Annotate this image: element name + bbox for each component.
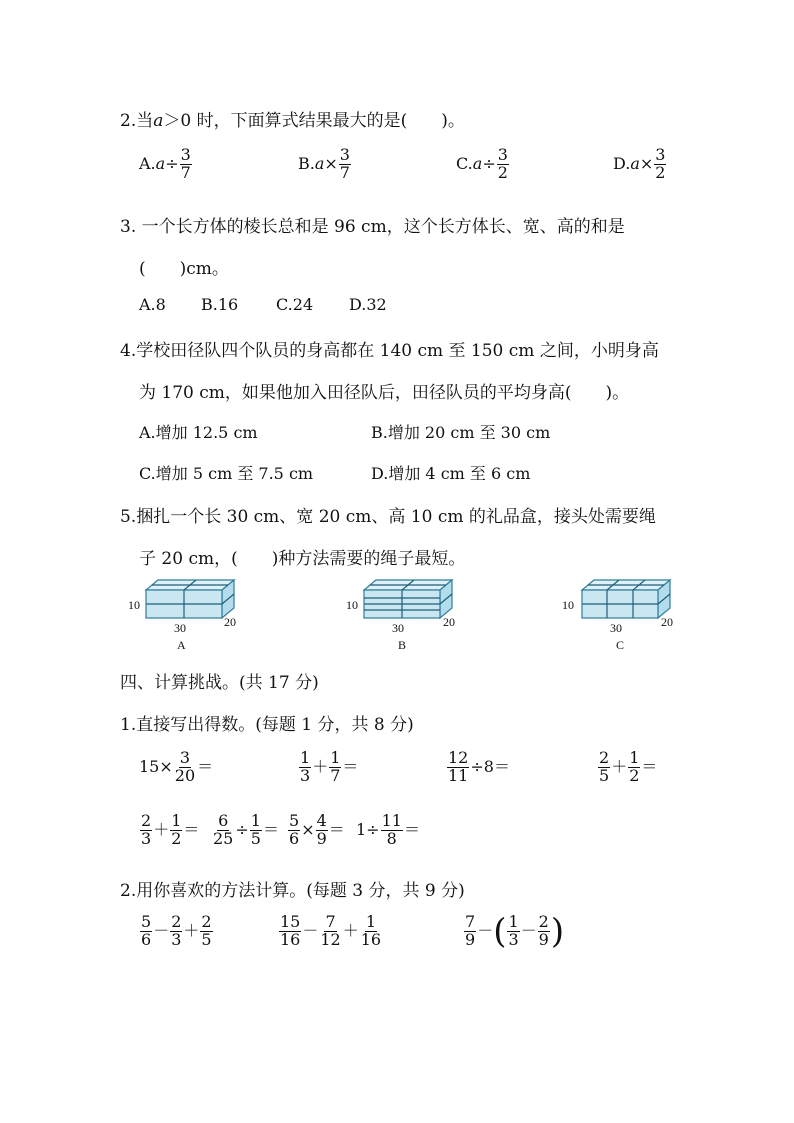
calc1-expr-2: $\frac{1}{3}$ ＋ $\frac{1}{7}$ ＝: [300, 748, 359, 785]
gift-box-figure-b: [340, 574, 470, 654]
fig-a-length-label: 30: [174, 621, 186, 635]
q5-stem-line1: 5.捆扎一个长 30 cm、宽 20 cm、高 10 cm 的礼品盒，接头处需要绳: [120, 507, 656, 527]
q2-option-c: C.a÷ $\frac{3}{2}$: [456, 145, 508, 182]
q2-option-d: D.a× $\frac{3}{2}$: [613, 145, 666, 182]
calc1-expr-6: $\frac{6}{25}$ ÷ $\frac{1}{5}$ ＝: [213, 811, 279, 848]
calc-part2-title: 2.用你喜欢的方法计算。(每题 3 分，共 9 分): [120, 881, 465, 901]
q3-stem-line2: ( )cm。: [139, 259, 229, 279]
calc1-expr-5: $\frac{2}{3}$ ＋ $\frac{1}{2}$ ＝: [141, 811, 200, 848]
calc1-expr-7: $\frac{5}{6}$ × $\frac{4}{9}$ ＝: [289, 811, 345, 848]
calc-part1-title: 1.直接写出得数。(每题 1 分，共 8 分): [120, 715, 414, 735]
fig-a-label: A: [177, 638, 186, 652]
section-4-title: 四、计算挑战。(共 17 分): [120, 673, 319, 693]
gift-box-figure-a: [120, 574, 250, 654]
q2-stem: 2.当a＞0 时，下面算式结果最大的是( )。: [120, 111, 465, 131]
q4-option-a: A.增加 12.5 cm: [139, 423, 258, 442]
q4-stem-line2: 为 170 cm，如果他加入田径队后，田径队员的平均身高( )。: [139, 383, 630, 403]
q3-option-c: C.24: [276, 295, 314, 314]
fig-c-label: C: [616, 638, 625, 652]
q2-option-a: A.a÷ $\frac{3}{7}$: [139, 145, 191, 182]
fig-a-height-label: 10: [128, 598, 140, 612]
q4-option-b: B.增加 20 cm 至 30 cm: [371, 423, 551, 442]
calc2-expr-2: $\frac{15}{16}$ － $\frac{7}{12}$ ＋ $\frac{1}{16}$: [280, 912, 382, 949]
fig-b-length-label: 30: [392, 621, 404, 635]
fig-b-width-label: 20: [443, 615, 455, 629]
q3-option-d: D.32: [349, 295, 387, 314]
q5-stem-line2: 子 20 cm，( )种方法需要的绳子最短。: [139, 549, 466, 569]
q4-stem-line1: 4.学校田径队四个队员的身高都在 140 cm 至 150 cm 之间，小明身高: [120, 341, 659, 361]
calc1-expr-1: 15× $\frac{3}{20}$ ＝: [139, 748, 214, 785]
q3-stem-line1: 3. 一个长方体的棱长总和是 96 cm，这个长方体长、宽、高的和是: [120, 217, 625, 237]
calc1-expr-8: 1÷ $\frac{11}{8}$ ＝: [356, 811, 420, 848]
calc2-expr-1: $\frac{5}{6}$ － $\frac{2}{3}$ ＋ $\frac{2}{5}$: [141, 912, 212, 949]
calc2-expr-3: $\frac{7}{9}$ －( $\frac{1}{3}$ － $\frac{2}{9}$ ): [465, 911, 565, 952]
fig-a-width-label: 20: [224, 615, 236, 629]
gift-box-figure-c: [558, 574, 688, 654]
calc1-expr-4: $\frac{2}{5}$ ＋ $\frac{1}{2}$ ＝: [599, 748, 658, 785]
q2-option-b: B.a× $\frac{3}{7}$: [298, 145, 350, 182]
fig-b-label: B: [398, 638, 407, 652]
fig-b-height-label: 10: [346, 598, 358, 612]
fig-c-height-label: 10: [562, 598, 574, 612]
q3-option-b: B.16: [201, 295, 239, 314]
q3-option-a: A.8: [139, 295, 166, 314]
q4-option-c: C.增加 5 cm 至 7.5 cm: [139, 464, 314, 483]
fig-c-length-label: 30: [610, 621, 622, 635]
calc1-expr-3: $\frac{12}{11}$ ÷8＝: [448, 748, 510, 785]
q4-option-d: D.增加 4 cm 至 6 cm: [371, 464, 531, 483]
fig-c-width-label: 20: [661, 615, 673, 629]
